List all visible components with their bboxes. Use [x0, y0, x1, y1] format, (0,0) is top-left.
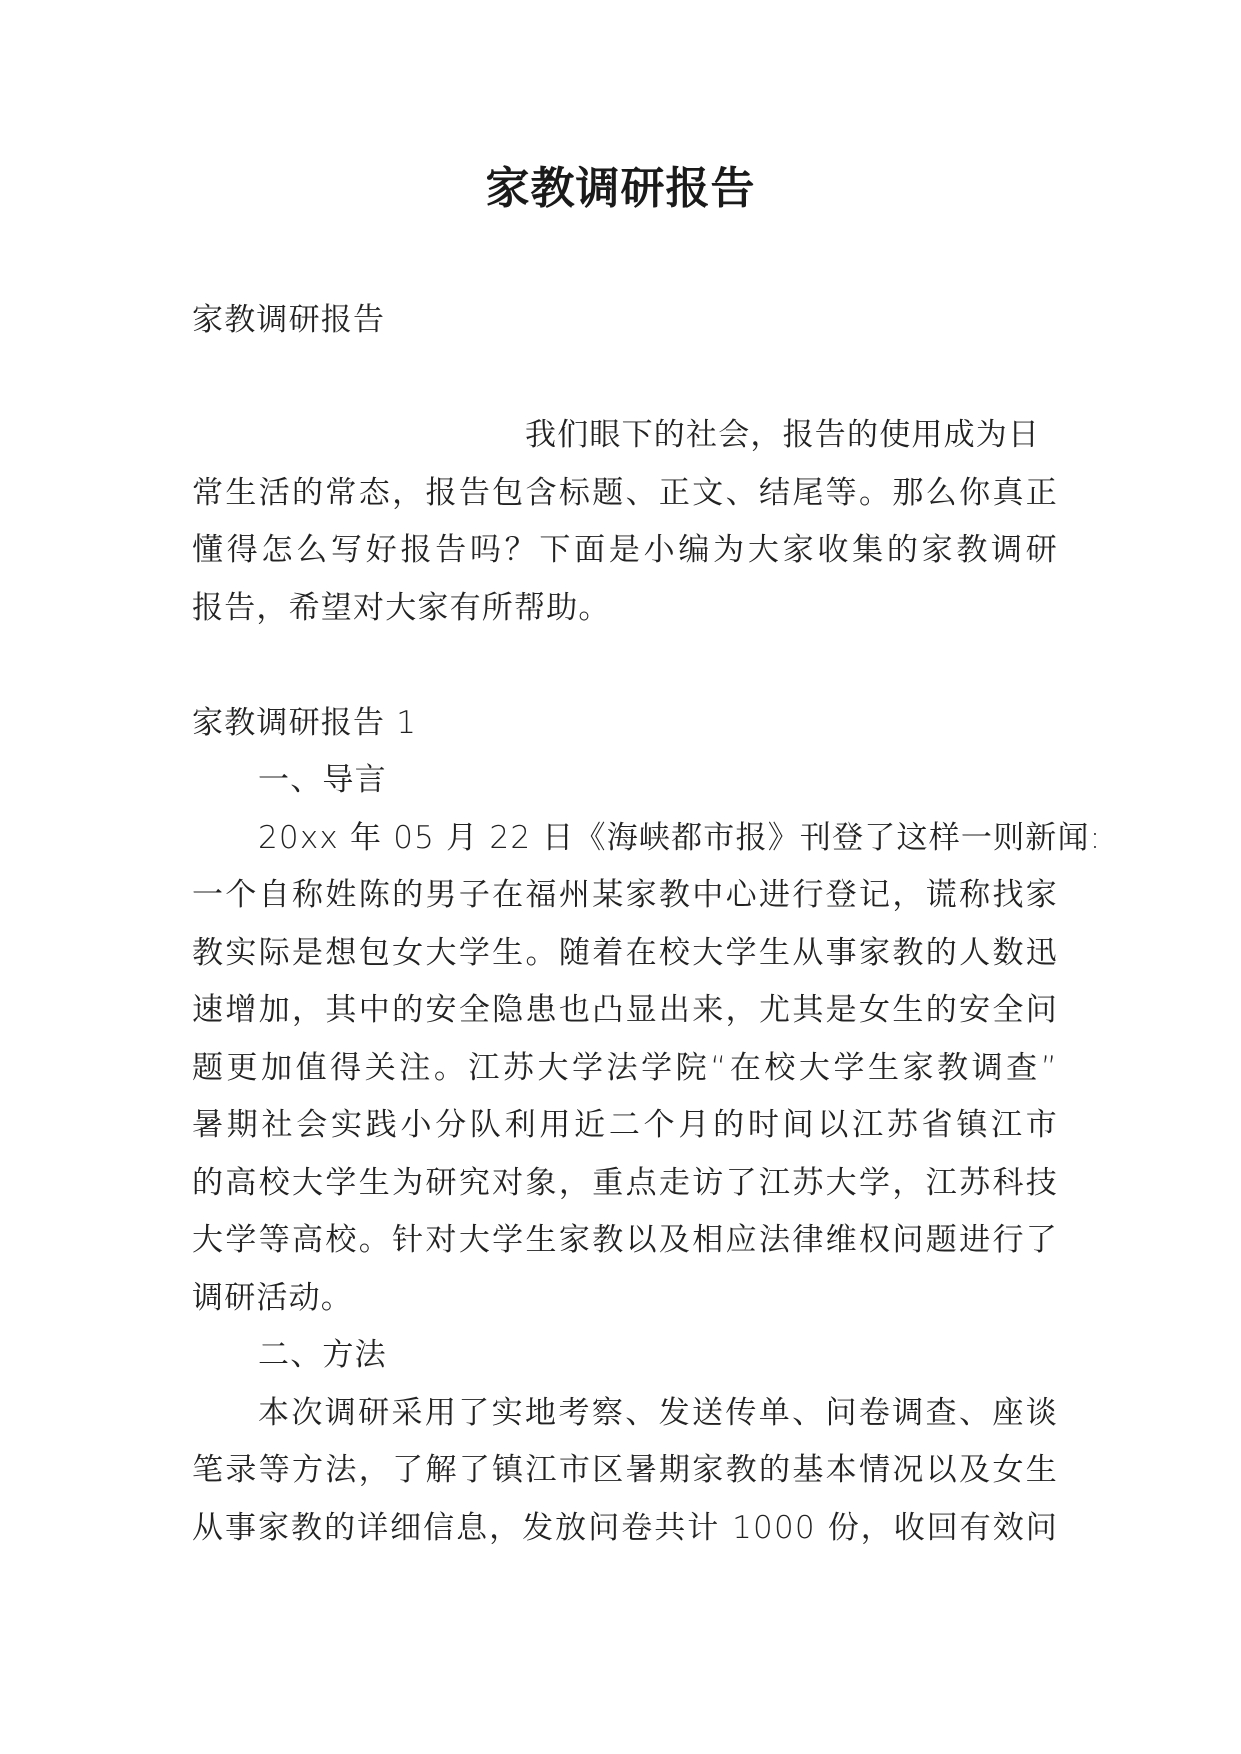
part1-line-2: 一个自称姓陈的男子在福州某家教中心进行登记，谎称找家	[192, 877, 1058, 913]
intro-line-2: 常生活的常态，报告包含标题、正文、结尾等。那么你真正	[192, 474, 1058, 511]
part1-line-1: 20xx 年 05 月 22 日《海峡都市报》刊登了这样一则新闻:	[258, 819, 1102, 856]
spacer	[192, 350, 1058, 408]
part2-line-2: 笔录等方法，了解了镇江市区暑期家教的基本情况以及女生	[192, 1452, 1058, 1488]
part2-line-3: 从事家教的详细信息，发放问卷共计 1000 份，收回有效问	[192, 1509, 1058, 1546]
part1-line-9: 调研活动。	[192, 1279, 353, 1316]
intro-line-1: 我们眼下的社会，报告的使用成为日	[525, 417, 1041, 453]
part2-heading: 二、方法	[258, 1337, 387, 1373]
part1-line-5: 题更加值得关注。江苏大学法学院“在校大学生家教调查”	[192, 1049, 1058, 1086]
part1-line-6: 暑期社会实践小分队利用近二个月的时间以江苏省镇江市	[192, 1107, 1058, 1143]
document-body	[192, 292, 1102, 1557]
part1-line-8: 大学等高校。针对大学生家教以及相应法律维权问题进行了	[192, 1222, 1058, 1258]
part1-line-7: 的高校大学生为研究对象，重点走访了江苏大学，江苏科技	[192, 1164, 1058, 1201]
part2-line-1: 本次调研采用了实地考察、发送传单、问卷调查、座谈	[258, 1394, 1058, 1431]
part1-line-4: 速增加，其中的安全隐患也凸显出来，尤其是女生的安全问	[192, 992, 1058, 1028]
document-title: 家教调研报告	[485, 163, 756, 214]
part1-line-3: 教实际是想包女大学生。随着在校大学生从事家教的人数迅	[192, 934, 1058, 971]
spacer	[192, 637, 1058, 695]
subtitle: 家教调研报告	[192, 302, 386, 338]
intro-line-3: 懂得怎么写好报告吗？下面是小编为大家收集的家教调研	[192, 532, 1058, 568]
part1-heading: 一、导言	[258, 762, 387, 798]
intro-line-4: 报告，希望对大家有所帮助。	[192, 589, 611, 626]
section-heading: 家教调研报告 1	[192, 704, 418, 741]
